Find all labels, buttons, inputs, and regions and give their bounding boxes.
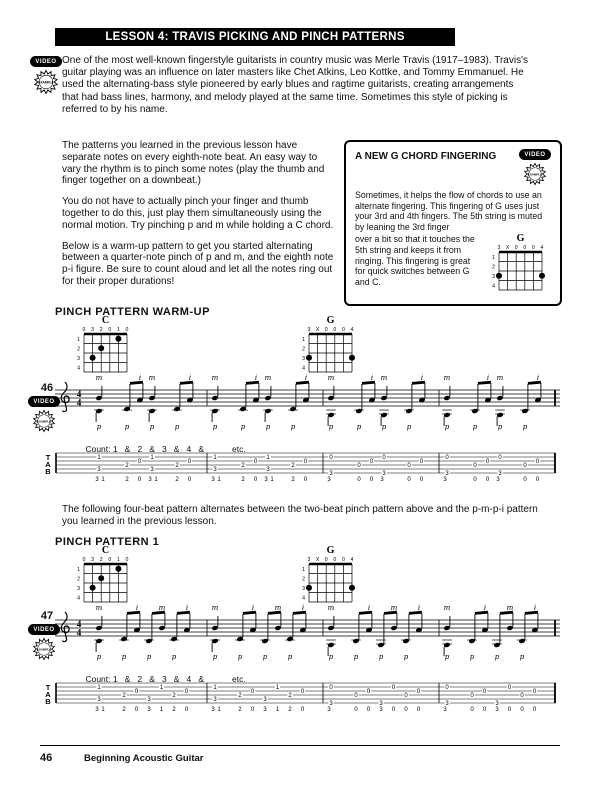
svg-text:2: 2: [122, 693, 126, 700]
sidebar-title: A NEW G CHORD FINGERING: [355, 151, 497, 162]
svg-text:p: p: [240, 423, 246, 431]
svg-text:p: p: [444, 653, 450, 661]
svg-text:0: 0: [108, 557, 112, 564]
svg-text:m: m: [390, 604, 398, 612]
svg-text:p: p: [328, 423, 334, 431]
svg-text:3: 3: [496, 477, 500, 483]
paragraph-pinch-intro: The patterns you learned in the previous lesson have separate notes on every eighth-note beat. An easy way to vary the rhythm is to pinch some notes (play the thumb and finger together on a downbeat.): [62, 140, 325, 187]
svg-text:2: 2: [238, 693, 242, 700]
svg-text:p: p: [381, 423, 387, 431]
svg-text:2: 2: [125, 477, 129, 483]
svg-text:1: 1: [302, 566, 305, 573]
example-seal-icon: [33, 69, 59, 95]
svg-text:0: 0: [507, 685, 512, 692]
svg-text:i: i: [420, 374, 424, 382]
svg-text:p: p: [212, 653, 218, 661]
svg-text:0: 0: [532, 707, 537, 713]
svg-text:0: 0: [125, 327, 129, 334]
sidebar-text-top: Sometimes, it helps the flow of chords to use an alternate fingering. This fingering of G uses just your 3rd and 4th fingers. The 5th string is muted by leaning the 3rd finger: [355, 190, 543, 232]
left-column: [62, 140, 334, 297]
svg-text:0: 0: [341, 557, 345, 564]
music-staff-warmup: [55, 372, 560, 434]
svg-text:0: 0: [523, 477, 527, 483]
svg-text:0: 0: [407, 477, 411, 483]
svg-text:p: p: [469, 653, 475, 661]
svg-text:p: p: [124, 423, 130, 431]
svg-text:3: 3: [329, 471, 333, 478]
svg-text:i: i: [135, 604, 139, 612]
svg-text:2: 2: [172, 707, 176, 713]
svg-text:1: 1: [275, 707, 280, 713]
svg-text:2: 2: [291, 463, 295, 470]
svg-text:m: m: [95, 374, 103, 382]
svg-text:p: p: [174, 423, 180, 431]
svg-text:3: 3: [77, 585, 80, 592]
svg-text:0: 0: [300, 707, 305, 713]
svg-text:0: 0: [531, 245, 535, 252]
svg-text:0: 0: [404, 693, 408, 700]
svg-text:2: 2: [241, 477, 245, 483]
svg-text:0: 0: [341, 327, 345, 334]
svg-text:0: 0: [366, 689, 371, 696]
g-chord-diagram: [485, 232, 551, 294]
svg-text:3: 3: [211, 707, 215, 713]
svg-text:p: p: [497, 423, 503, 431]
svg-text:0: 0: [404, 707, 408, 713]
svg-text:1: 1: [116, 327, 120, 334]
g-chord-diagram: [295, 314, 361, 376]
svg-text:3: 3: [497, 245, 501, 252]
svg-text:4: 4: [76, 389, 82, 399]
example-seal-icon: [32, 409, 56, 433]
svg-text:EXAMPLE: EXAMPLE: [36, 419, 52, 424]
svg-text:i: i: [486, 374, 490, 382]
svg-text:0: 0: [303, 459, 308, 466]
svg-text:0: 0: [357, 463, 361, 470]
svg-text:m: m: [274, 604, 282, 612]
svg-text:p: p: [96, 653, 102, 661]
svg-text:1: 1: [101, 707, 105, 713]
svg-text:1: 1: [213, 685, 217, 692]
svg-text:0: 0: [419, 477, 424, 483]
svg-text:2: 2: [291, 477, 295, 483]
svg-text:3: 3: [495, 701, 499, 708]
svg-text:2: 2: [302, 576, 305, 583]
svg-text:3: 3: [77, 355, 80, 362]
count-numbers: Count: 1 & 2 & 3 & 4 &: [85, 674, 205, 684]
svg-text:0: 0: [187, 459, 192, 466]
svg-text:0: 0: [82, 327, 86, 334]
svg-text:0: 0: [137, 477, 142, 483]
svg-text:p: p: [96, 423, 102, 431]
svg-text:2: 2: [238, 707, 242, 713]
music-staff-pattern1: [55, 602, 560, 664]
tablature-staff-pattern1: [40, 678, 562, 722]
svg-text:4: 4: [77, 595, 80, 602]
svg-text:0: 0: [108, 327, 112, 334]
svg-text:p: p: [406, 423, 412, 431]
svg-text:G: G: [326, 315, 335, 326]
svg-text:T: T: [45, 683, 51, 692]
svg-text:0: 0: [473, 477, 477, 483]
svg-text:3: 3: [445, 471, 449, 478]
svg-text:0: 0: [520, 707, 524, 713]
svg-text:3: 3: [380, 477, 384, 483]
example-number: 46: [40, 382, 54, 394]
svg-text:0: 0: [498, 455, 502, 462]
svg-text:p: p: [265, 423, 271, 431]
svg-text:3: 3: [327, 707, 331, 713]
svg-text:0: 0: [82, 557, 86, 564]
svg-text:0: 0: [485, 459, 490, 466]
svg-text:A: A: [45, 460, 51, 469]
svg-text:X: X: [315, 327, 320, 334]
video-badge: VIDEO: [519, 149, 551, 160]
svg-text:1: 1: [77, 566, 80, 573]
svg-text:4: 4: [492, 283, 495, 290]
svg-text:1: 1: [213, 455, 217, 462]
svg-text:0: 0: [470, 707, 474, 713]
svg-text:3: 3: [97, 467, 101, 474]
svg-text:1: 1: [97, 455, 101, 462]
svg-text:0: 0: [300, 689, 305, 696]
between-paragraph: The following four-beat pattern alternates between the two-beat pinch pattern above and the p-m-p-i pattern you learned in the previous lesson.: [62, 504, 538, 527]
svg-text:3: 3: [266, 467, 270, 474]
svg-text:4: 4: [77, 365, 80, 372]
svg-text:0: 0: [532, 689, 537, 696]
svg-text:3: 3: [95, 707, 99, 713]
svg-text:i: i: [138, 374, 142, 382]
svg-text:0: 0: [253, 477, 258, 483]
svg-text:p: p: [290, 423, 296, 431]
svg-text:1: 1: [270, 477, 274, 483]
svg-text:0: 0: [523, 463, 527, 470]
svg-text:A: A: [45, 690, 51, 699]
svg-text:2: 2: [241, 463, 245, 470]
svg-text:3: 3: [95, 477, 99, 483]
svg-text:1: 1: [217, 707, 221, 713]
svg-text:4: 4: [350, 557, 354, 564]
svg-text:i: i: [533, 604, 537, 612]
svg-text:m: m: [496, 374, 504, 382]
svg-text:EXAMPLE: EXAMPLE: [38, 80, 54, 85]
svg-text:2: 2: [77, 346, 80, 353]
svg-text:4: 4: [302, 365, 305, 372]
svg-text:2: 2: [122, 707, 126, 713]
svg-text:0: 0: [250, 689, 255, 696]
paragraph-warmup-intro: Below is a warm-up pattern to get you started alternating between a quarter-note pinch of p and m, and the eighth note p-i figure. Be sure to count aloud and let all the notes ring out for their proper durations!: [62, 240, 334, 287]
etc-label: etc.: [232, 674, 246, 684]
svg-text:m: m: [211, 374, 219, 382]
svg-text:0: 0: [366, 707, 371, 713]
svg-text:0: 0: [333, 557, 337, 564]
svg-text:3: 3: [327, 477, 331, 483]
svg-text:0: 0: [445, 685, 449, 692]
svg-text:p: p: [237, 653, 243, 661]
svg-text:0: 0: [407, 463, 411, 470]
svg-text:m: m: [95, 604, 103, 612]
svg-text:0: 0: [535, 459, 540, 466]
svg-text:i: i: [367, 604, 371, 612]
svg-text:m: m: [380, 374, 388, 382]
svg-text:1: 1: [159, 685, 164, 692]
svg-text:0: 0: [134, 689, 139, 696]
svg-text:0: 0: [470, 693, 474, 700]
intro-paragraph: One of the most well-known fingerstyle guitarists in country music was Merle Travis (1917–1983). Travis's guitar playing was an influence on later masters like Chet Atkins, Leo Kottke, and Tommy Emmanuel. He used the alternating-bass style pioneered by early blues and ragtime guitarists, creating arrangements that had bass lines, harmony, and melody played at the same time. Sometimes this style of picking is referred to by his name.: [62, 55, 528, 115]
svg-text:0: 0: [184, 707, 189, 713]
sidebar-bottom-row: [355, 232, 551, 294]
svg-text:4: 4: [540, 245, 544, 252]
svg-text:3: 3: [495, 707, 499, 713]
section-heading-warmup: PINCH PATTERN WARM-UP: [55, 306, 210, 318]
svg-text:i: i: [483, 604, 487, 612]
svg-text:3: 3: [211, 477, 215, 483]
svg-text:i: i: [301, 604, 305, 612]
svg-text:3: 3: [379, 707, 383, 713]
svg-text:3: 3: [382, 471, 386, 478]
g-chord-diagram: [295, 544, 361, 606]
svg-text:0: 0: [357, 477, 361, 483]
svg-text:p: p: [522, 423, 528, 431]
svg-text:0: 0: [473, 463, 477, 470]
svg-text:2: 2: [99, 557, 103, 564]
svg-text:4: 4: [76, 619, 82, 629]
svg-text:0: 0: [514, 245, 518, 252]
c-chord-diagram: [70, 544, 136, 606]
lesson-title: LESSON 4: TRAVIS PICKING AND PINCH PATTERNS: [105, 31, 405, 43]
svg-text:3: 3: [379, 701, 383, 708]
svg-text:3: 3: [263, 697, 267, 704]
tablature-staff-warmup: [40, 448, 562, 492]
svg-text:3: 3: [147, 697, 151, 704]
svg-text:3: 3: [147, 707, 151, 713]
example-seal-icon: [32, 637, 56, 661]
svg-text:0: 0: [485, 477, 490, 483]
svg-text:3: 3: [263, 707, 267, 713]
svg-text:0: 0: [482, 707, 487, 713]
svg-text:1: 1: [266, 455, 270, 462]
svg-text:4: 4: [76, 397, 82, 408]
svg-text:3: 3: [443, 477, 447, 483]
svg-text:0: 0: [329, 455, 333, 462]
svg-text:4: 4: [302, 595, 305, 602]
svg-text:3: 3: [492, 274, 495, 281]
svg-text:EXAMPLE: EXAMPLE: [527, 172, 543, 177]
svg-text:m: m: [148, 374, 156, 382]
svg-text:3: 3: [445, 701, 449, 708]
svg-text:i: i: [251, 604, 255, 612]
svg-text:2: 2: [288, 693, 292, 700]
svg-text:0: 0: [354, 707, 358, 713]
svg-text:3: 3: [443, 707, 447, 713]
svg-text:3: 3: [91, 557, 95, 564]
svg-text:p: p: [146, 653, 152, 661]
svg-text:1: 1: [154, 477, 158, 483]
svg-text:3: 3: [329, 701, 333, 708]
svg-text:2: 2: [302, 346, 305, 353]
video-badge: VIDEO: [30, 56, 62, 67]
svg-text:0: 0: [324, 557, 328, 564]
svg-text:1: 1: [275, 685, 280, 692]
svg-text:i: i: [417, 604, 421, 612]
svg-text:m: m: [327, 374, 335, 382]
svg-text:2: 2: [288, 707, 292, 713]
svg-text:3: 3: [307, 327, 311, 334]
footer-rule: [40, 745, 560, 746]
svg-text:G: G: [516, 233, 525, 245]
svg-text:4: 4: [350, 327, 354, 334]
svg-text:p: p: [519, 653, 525, 661]
svg-text:0: 0: [303, 477, 308, 483]
svg-text:m: m: [264, 374, 272, 382]
example-seal-icon: [523, 162, 547, 186]
svg-text:i: i: [536, 374, 540, 382]
svg-text:0: 0: [125, 557, 129, 564]
section-heading-pattern1: PINCH PATTERN 1: [55, 536, 160, 548]
svg-text:0: 0: [369, 459, 374, 466]
svg-text:3: 3: [498, 471, 502, 478]
svg-text:0: 0: [523, 245, 527, 252]
svg-text:1: 1: [101, 477, 105, 483]
svg-text:0: 0: [184, 689, 189, 696]
svg-text:m: m: [506, 604, 514, 612]
book-title: Beginning Acoustic Guitar: [84, 753, 204, 764]
svg-text:C: C: [101, 315, 110, 326]
count-numbers: Count: 1 & 2 & 3 & 4 &: [85, 444, 205, 454]
svg-text:0: 0: [187, 477, 192, 483]
svg-text:0: 0: [535, 477, 540, 483]
svg-text:3: 3: [213, 467, 217, 474]
svg-text:p: p: [121, 653, 127, 661]
svg-text:i: i: [370, 374, 374, 382]
svg-text:0: 0: [482, 689, 487, 696]
svg-text:0: 0: [416, 707, 421, 713]
svg-text:m: m: [211, 604, 219, 612]
page-number: 46: [40, 752, 53, 764]
svg-text:X: X: [315, 557, 320, 564]
svg-text:2: 2: [172, 693, 176, 700]
svg-text:0: 0: [391, 707, 396, 713]
svg-text:3: 3: [213, 697, 217, 704]
sidebar-text-bottom: over a bit so that it touches the 5th string and keeps it from ringing. This fingering is great for quick switches between G and C.: [355, 234, 475, 287]
svg-text:0: 0: [250, 707, 255, 713]
svg-text:m: m: [443, 604, 451, 612]
svg-text:1: 1: [77, 336, 80, 343]
svg-text:i: i: [304, 374, 308, 382]
svg-text:2: 2: [125, 463, 129, 470]
svg-text:0: 0: [134, 707, 139, 713]
g-chord-sidebar: [344, 140, 562, 306]
svg-text:i: i: [185, 604, 189, 612]
svg-text:2: 2: [99, 327, 103, 334]
svg-text:1: 1: [492, 255, 495, 262]
paragraph-pinch-motion: You do not have to actually pinch your finger and thumb together to do this, just play them simultaneously using the normal motion. Try pinching p and m while holding a C chord.: [62, 196, 334, 231]
lesson-title-bar: [55, 28, 455, 46]
svg-text:m: m: [327, 604, 335, 612]
svg-text:0: 0: [416, 689, 421, 696]
svg-text:m: m: [158, 604, 166, 612]
svg-text:0: 0: [507, 707, 512, 713]
svg-text:1: 1: [159, 707, 164, 713]
svg-text:0: 0: [445, 455, 449, 462]
svg-text:p: p: [353, 653, 359, 661]
svg-text:p: p: [472, 423, 478, 431]
svg-text:3: 3: [148, 477, 152, 483]
etc-label: etc.: [232, 444, 246, 454]
svg-text:p: p: [262, 653, 268, 661]
svg-text:3: 3: [302, 585, 305, 592]
svg-text:B: B: [45, 467, 51, 476]
svg-text:2: 2: [77, 576, 80, 583]
svg-text:3: 3: [97, 697, 101, 704]
svg-text:0: 0: [419, 459, 424, 466]
sidebar-video-badges: [519, 149, 551, 186]
svg-text:2: 2: [175, 463, 179, 470]
svg-text:p: p: [171, 653, 177, 661]
svg-text:0: 0: [354, 693, 358, 700]
sidebar-header: [355, 149, 551, 186]
svg-text:i: i: [254, 374, 258, 382]
svg-text:B: B: [45, 697, 51, 706]
svg-text:p: p: [378, 653, 384, 661]
intro-video-badges: [30, 56, 62, 95]
svg-text:3: 3: [307, 557, 311, 564]
svg-text:0: 0: [324, 327, 328, 334]
svg-text:3: 3: [264, 477, 268, 483]
svg-text:1: 1: [116, 557, 120, 564]
svg-text:0: 0: [391, 685, 396, 692]
svg-text:1: 1: [97, 685, 101, 692]
svg-text:T: T: [45, 453, 51, 462]
svg-text:C: C: [101, 545, 110, 556]
svg-text:3: 3: [91, 327, 95, 334]
svg-text:G: G: [326, 545, 335, 556]
svg-text:p: p: [212, 423, 218, 431]
svg-text:1: 1: [302, 336, 305, 343]
svg-text:0: 0: [520, 693, 524, 700]
svg-text:0: 0: [333, 327, 337, 334]
svg-text:3: 3: [302, 355, 305, 362]
svg-text:m: m: [443, 374, 451, 382]
svg-text:0: 0: [382, 455, 386, 462]
svg-text:0: 0: [253, 459, 258, 466]
svg-text:0: 0: [137, 459, 142, 466]
svg-text:p: p: [444, 423, 450, 431]
svg-text:p: p: [287, 653, 293, 661]
svg-text:0: 0: [369, 477, 374, 483]
svg-text:2: 2: [175, 477, 179, 483]
svg-text:4: 4: [76, 627, 82, 638]
example-number: 47: [40, 610, 54, 622]
svg-text:p: p: [494, 653, 500, 661]
video-badge: VIDEO: [28, 396, 60, 407]
svg-text:1: 1: [150, 455, 154, 462]
svg-text:p: p: [403, 653, 409, 661]
svg-text:1: 1: [217, 477, 221, 483]
svg-text:p: p: [356, 423, 362, 431]
c-chord-diagram: [70, 314, 136, 376]
svg-text:0: 0: [329, 685, 333, 692]
svg-text:X: X: [505, 245, 510, 252]
video-badge: VIDEO: [28, 624, 60, 635]
svg-text:2: 2: [492, 264, 495, 271]
svg-text:3: 3: [150, 467, 154, 474]
svg-text:p: p: [149, 423, 155, 431]
svg-text:EXAMPLE: EXAMPLE: [36, 647, 52, 652]
svg-text:i: i: [188, 374, 192, 382]
svg-text:p: p: [328, 653, 334, 661]
